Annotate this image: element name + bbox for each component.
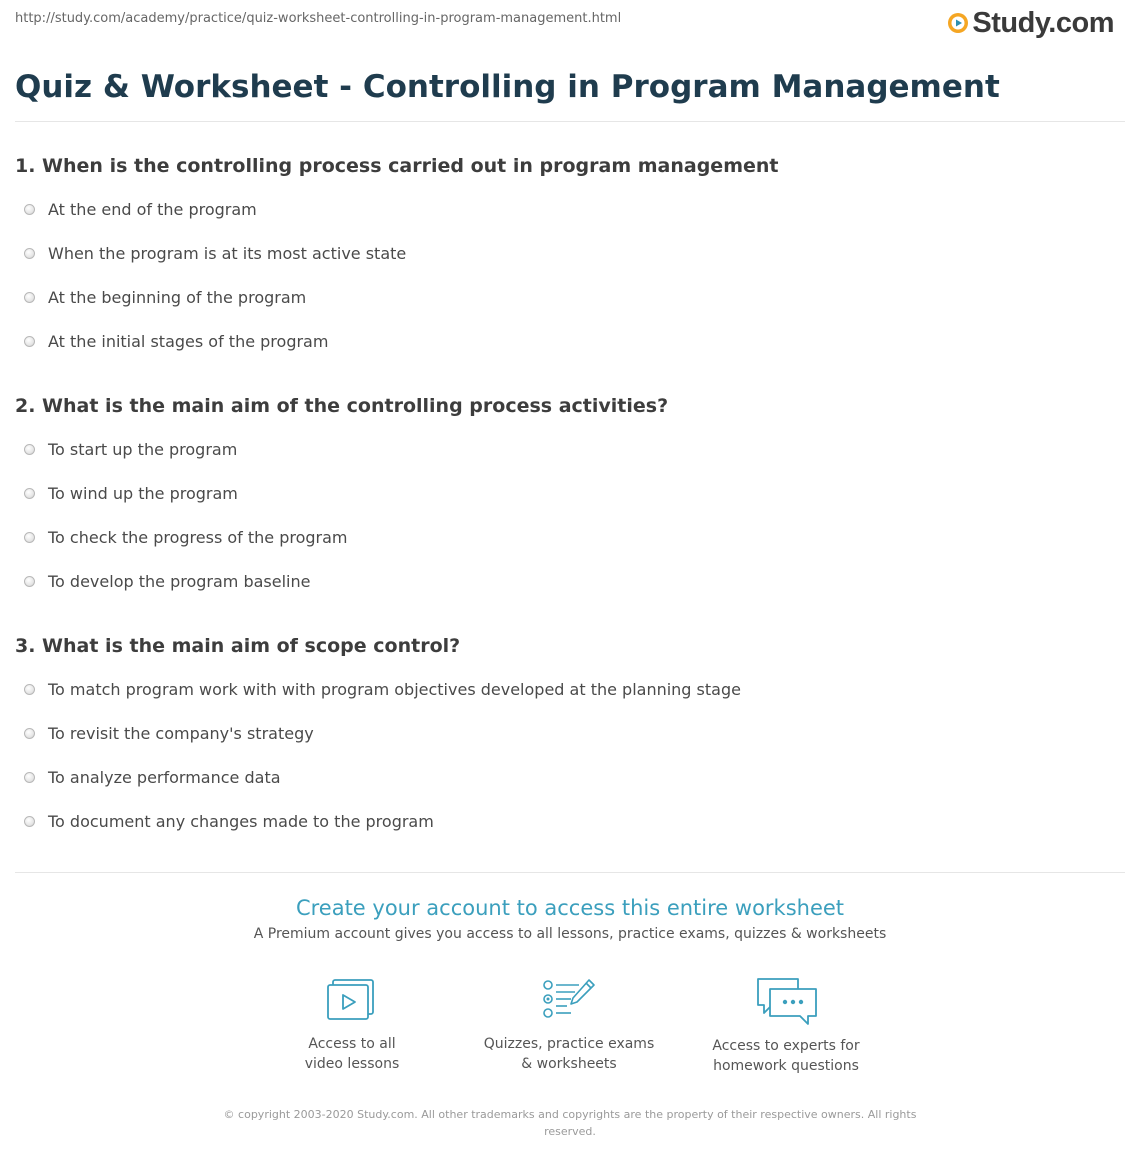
page-url: http://study.com/academy/practice/quiz-worksheet-controlling-in-program-management.html bbox=[15, 11, 622, 26]
premium-description: A Premium account gives you access to all lessons, practice exams, quizzes & worksheets bbox=[253, 926, 887, 942]
feature-video-lessons bbox=[252, 976, 452, 1074]
q2-option-1[interactable] bbox=[24, 440, 237, 459]
radio-button[interactable] bbox=[24, 816, 35, 827]
q1-option-1[interactable] bbox=[24, 200, 257, 219]
quiz-divider bbox=[15, 872, 1125, 873]
radio-button[interactable] bbox=[24, 336, 35, 347]
q1-option-2[interactable] bbox=[24, 244, 406, 263]
create-account-link[interactable]: Create your account to access this entire worksheet bbox=[295, 896, 845, 920]
play-logo-icon bbox=[947, 12, 969, 34]
option-label: At the initial stages of the program bbox=[48, 332, 329, 351]
radio-button[interactable] bbox=[24, 488, 35, 499]
option-label: At the beginning of the program bbox=[48, 288, 307, 307]
q2-option-4[interactable] bbox=[24, 572, 310, 591]
option-label: To start up the program bbox=[48, 440, 238, 459]
q2-option-3[interactable] bbox=[24, 528, 348, 547]
option-label: To match program work with with program objectives developed at the planning stage bbox=[48, 680, 741, 699]
q1-option-4[interactable] bbox=[24, 332, 328, 351]
chat-bubbles-icon bbox=[754, 976, 818, 1026]
option-label: To revisit the company's strategy bbox=[48, 724, 314, 743]
feature-line: video lessons bbox=[304, 1056, 400, 1072]
option-label: To document any changes made to the program bbox=[48, 812, 434, 831]
radio-button[interactable] bbox=[24, 248, 35, 259]
video-lessons-icon bbox=[324, 976, 380, 1024]
q3-option-4[interactable] bbox=[24, 812, 434, 831]
q2-option-2[interactable] bbox=[24, 484, 238, 503]
quiz-checklist-icon bbox=[541, 976, 597, 1024]
feature-experts bbox=[686, 976, 886, 1076]
option-label: To wind up the program bbox=[48, 484, 238, 503]
copyright-notice bbox=[210, 1106, 930, 1140]
q3-option-3[interactable] bbox=[24, 768, 281, 787]
radio-button[interactable] bbox=[24, 204, 35, 215]
radio-button[interactable] bbox=[24, 444, 35, 455]
copyright-line: © copyright 2003-2020 Study.com. All other trademarks and copyrights are the property of their respective owners. All rights bbox=[223, 1108, 917, 1121]
option-label: To develop the program baseline bbox=[48, 572, 311, 591]
feature-quizzes bbox=[469, 976, 669, 1074]
question-2-text: 2. What is the main aim of the controlling process activities? bbox=[15, 395, 669, 417]
copyright-line: reserved. bbox=[544, 1125, 596, 1138]
feature-line: Quizzes, practice exams bbox=[483, 1036, 655, 1052]
radio-button[interactable] bbox=[24, 684, 35, 695]
q1-option-3[interactable] bbox=[24, 288, 306, 307]
feature-line: Access to experts for bbox=[712, 1038, 860, 1054]
page-title: Quiz & Worksheet - Controlling in Program Management bbox=[15, 69, 1000, 105]
option-label: At the end of the program bbox=[48, 200, 257, 219]
q3-option-1[interactable] bbox=[24, 680, 741, 699]
option-label: To check the progress of the program bbox=[48, 528, 348, 547]
feature-line: Access to all bbox=[308, 1036, 396, 1052]
feature-line: & worksheets bbox=[521, 1056, 617, 1072]
brand-logo[interactable] bbox=[947, 6, 1114, 40]
radio-button[interactable] bbox=[24, 532, 35, 543]
radio-button[interactable] bbox=[24, 772, 35, 783]
feature-line: homework questions bbox=[713, 1058, 859, 1074]
question-1-text: 1. When is the controlling process carried out in program management bbox=[15, 155, 779, 177]
q3-option-2[interactable] bbox=[24, 724, 314, 743]
radio-button[interactable] bbox=[24, 292, 35, 303]
option-label: When the program is at its most active state bbox=[48, 244, 407, 263]
radio-button[interactable] bbox=[24, 728, 35, 739]
brand-name: Study.com bbox=[972, 6, 1114, 39]
option-label: To analyze performance data bbox=[48, 768, 281, 787]
question-3-text: 3. What is the main aim of scope control? bbox=[15, 635, 461, 657]
radio-button[interactable] bbox=[24, 576, 35, 587]
title-divider bbox=[15, 121, 1125, 122]
